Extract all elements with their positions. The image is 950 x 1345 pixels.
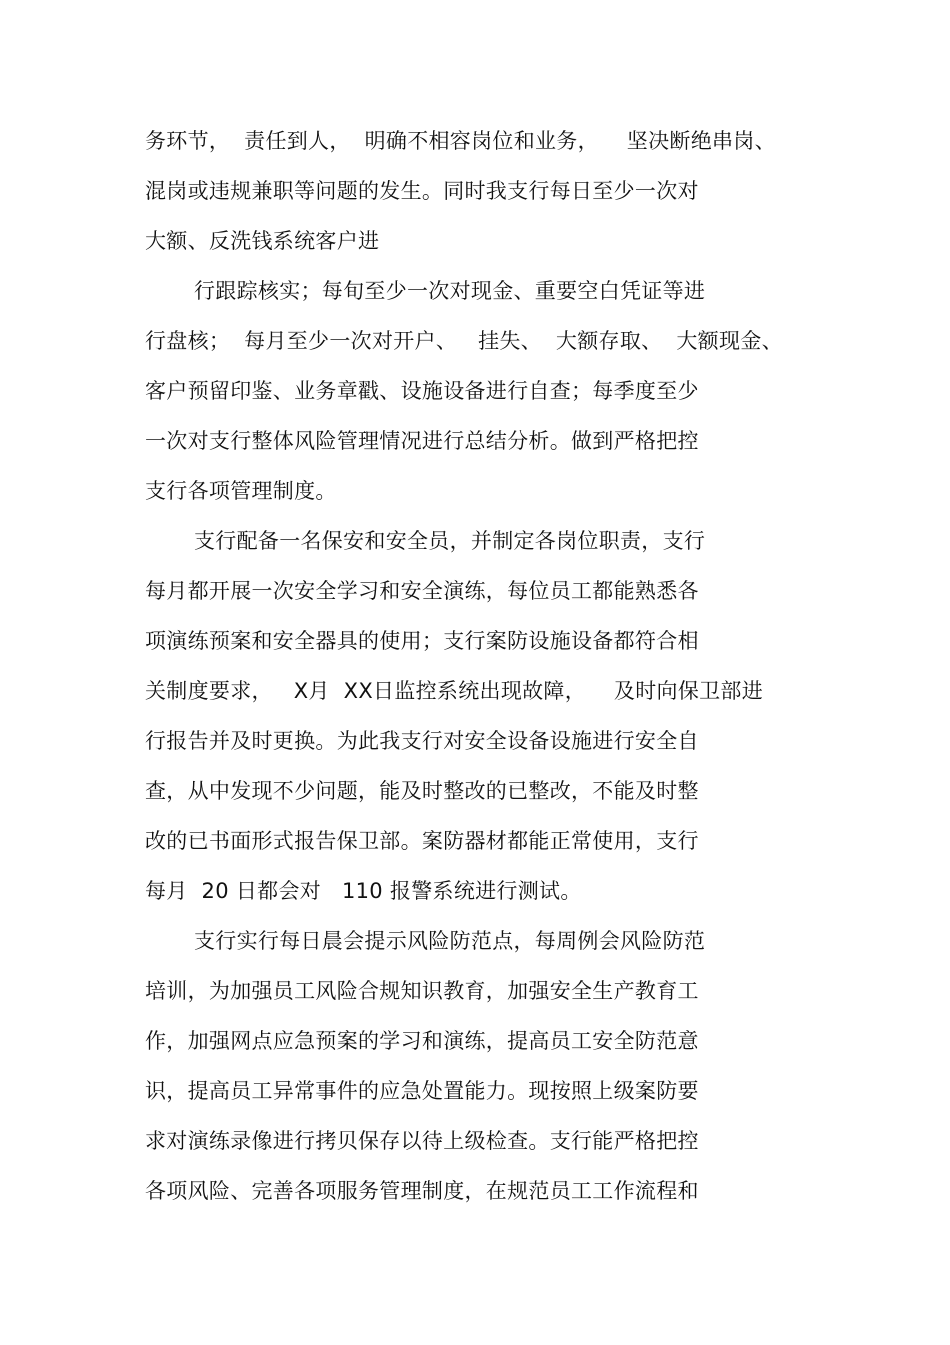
text-line: 行报告并及时更换。为此我支行对安全设备设施进行安全自 xyxy=(145,729,699,753)
text-line: 识，提高员工异常事件的应急处置能力。现按照上级案防要 xyxy=(145,1079,699,1103)
text-line: 查，从中发现不少问题，能及时整改的已整改，不能及时整 xyxy=(145,779,699,803)
text-line: 关制度要求， X月 XX日监控系统出现故障， 及时向保卫部进 xyxy=(145,679,764,703)
paragraph-start-line: 支行实行每日晨会提示风险防范点，每周例会风险防范 xyxy=(194,929,706,953)
text-line: 求对演练录像进行拷贝保存以待上级检查。支行能严格把控 xyxy=(145,1129,699,1153)
text-line: 各项风险、完善各项服务管理制度，在规范员工工作流程和 xyxy=(145,1179,699,1203)
text-line: 混岗或违规兼职等问题的发生。同时我支行每日至少一次对 xyxy=(145,179,699,203)
paragraph-start-line: 行跟踪核实；每旬至少一次对现金、重要空白凭证等进 xyxy=(194,279,706,303)
text-line: 客户预留印鉴、业务章戳、设施设备进行自查；每季度至少 xyxy=(145,379,699,403)
text-line: 一次对支行整体风险管理情况进行总结分析。做到严格把控 xyxy=(145,429,699,453)
text-line: 每月都开展一次安全学习和安全演练，每位员工都能熟悉各 xyxy=(145,579,699,603)
text-line: 改的已书面形式报告保卫部。案防器材都能正常使用，支行 xyxy=(145,829,699,853)
text-line: 每月 20 日都会对 110 报警系统进行测试。 xyxy=(145,879,582,903)
text-line: 务环节， 责任到人， 明确不相容岗位和业务， 坚决断绝串岗、 xyxy=(145,129,776,153)
text-line: 培训，为加强员工风险合规知识教育，加强安全生产教育工 xyxy=(145,979,699,1003)
text-line: 项演练预案和安全器具的使用；支行案防设施设备都符合相 xyxy=(145,629,699,653)
text-line: 大额、反洗钱系统客户进 xyxy=(145,229,380,253)
text-line: 作，加强网点应急预案的学习和演练，提高员工安全防范意 xyxy=(145,1029,699,1053)
text-line: 支行各项管理制度。 xyxy=(145,479,337,503)
paragraph-start-line: 支行配备一名保安和安全员，并制定各岗位职责，支行 xyxy=(194,529,706,553)
text-line: 行盘核； 每月至少一次对开户、 挂失、 大额存取、 大额现金、 xyxy=(145,329,783,353)
